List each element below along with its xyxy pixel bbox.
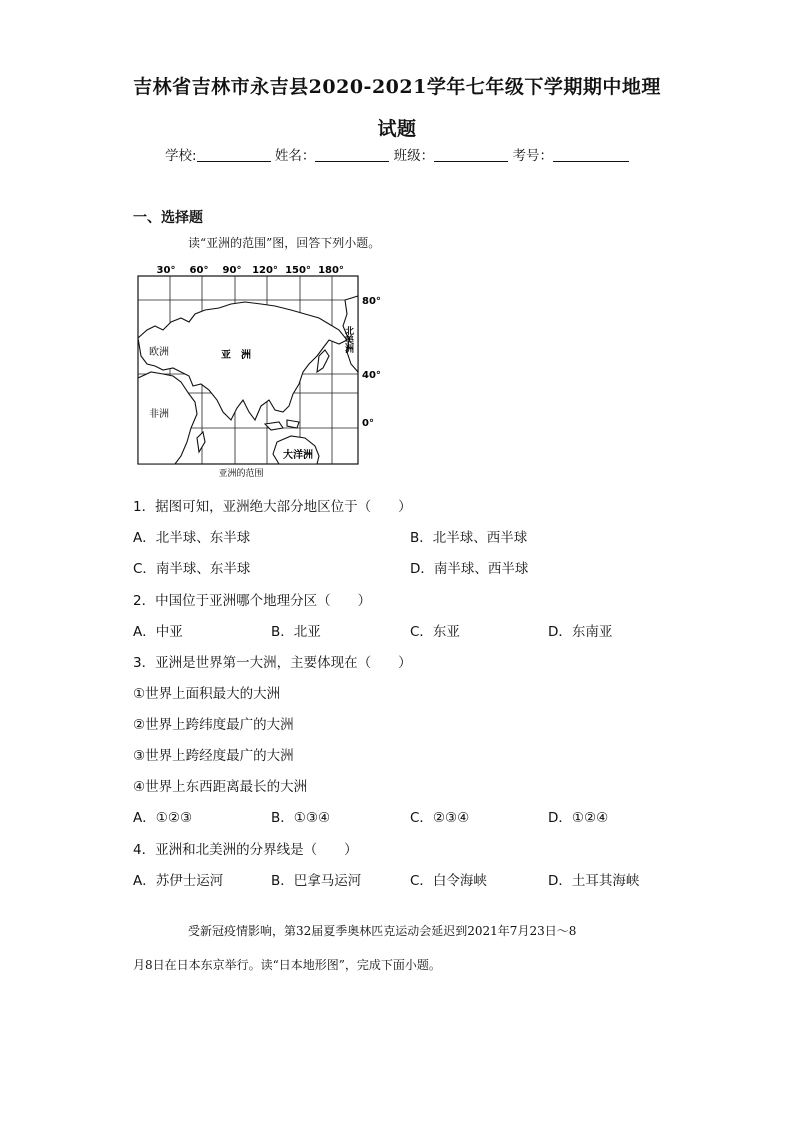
passage-line-2: 月8日在日本东京举行。读“日本地形图”，完成下面小题。	[133, 958, 441, 972]
school-label: 学校:	[165, 148, 197, 164]
q4-option-c[interactable]: C．白令海峡	[410, 873, 487, 889]
north-america-label: 北美洲	[343, 326, 353, 353]
lon-label: 90°	[222, 265, 242, 276]
class-label: 班级：	[393, 148, 435, 164]
question-3-stem: 3．亚洲是世界第一大洲，主要体现在（ ）	[133, 655, 412, 671]
passage-line-1: 受新冠疫情影响，第32届夏季奥林匹克运动会延迟到2021年7月23日～8	[188, 924, 577, 938]
asia-map	[133, 260, 383, 480]
q3-option-c[interactable]: C．②③④	[410, 810, 470, 826]
q4-option-b[interactable]: B．巴拿马运河	[271, 873, 362, 889]
page-title-line2: 试题	[377, 118, 417, 140]
lat-label: 0°	[362, 418, 374, 429]
map-caption: 亚洲的范围	[218, 469, 264, 479]
name-blank[interactable]	[315, 147, 389, 162]
q1-option-d[interactable]: D．南半球、西半球	[410, 561, 529, 577]
q4-option-d[interactable]: D．土耳其海峡	[548, 873, 640, 889]
oceania-label: 大洋洲	[283, 450, 313, 461]
student-info-line	[0, 144, 794, 164]
q2-option-a[interactable]: A．中亚	[133, 624, 183, 640]
q4-option-a[interactable]: A．苏伊士运河	[133, 873, 224, 889]
lon-label: 150°	[285, 265, 311, 276]
q3-statement-1: ①世界上面积最大的大洲	[133, 686, 281, 702]
q3-statement-4: ④世界上东西距离最长的大洲	[133, 779, 308, 795]
number-blank[interactable]	[553, 147, 629, 162]
africa-label: 非洲	[149, 409, 169, 420]
q2-option-b[interactable]: B．北亚	[271, 624, 321, 640]
lon-label: 30°	[156, 265, 176, 276]
europe-label: 欧洲	[149, 347, 169, 358]
section-heading: 一、选择题	[133, 210, 203, 226]
q3-statement-3: ③世界上跨经度最广的大洲	[133, 748, 294, 764]
lat-label: 80°	[362, 296, 381, 307]
q3-option-a[interactable]: A．①②③	[133, 810, 193, 826]
question-intro: 读“亚洲的范围”图，回答下列小题。	[188, 236, 381, 250]
question-2-stem: 2．中国位于亚洲哪个地理分区（ ）	[133, 593, 372, 609]
lat-label: 40°	[362, 370, 381, 381]
question-1-stem: 1．据图可知，亚洲绝大部分地区位于（ ）	[133, 499, 412, 515]
q3-statement-2: ②世界上跨纬度最广的大洲	[133, 717, 294, 733]
class-blank[interactable]	[434, 147, 508, 162]
q2-option-d[interactable]: D．东南亚	[548, 624, 613, 640]
asia-label: 亚 洲	[221, 350, 251, 361]
lon-label: 60°	[189, 265, 209, 276]
q1-option-c[interactable]: C．南半球、东半球	[133, 561, 251, 577]
school-blank[interactable]	[197, 147, 271, 162]
q1-option-a[interactable]: A．北半球、东半球	[133, 530, 251, 546]
question-4-stem: 4．亚洲和北美洲的分界线是（ ）	[133, 842, 358, 858]
q1-option-b[interactable]: B．北半球、西半球	[410, 530, 528, 546]
q3-option-d[interactable]: D．①②④	[548, 810, 609, 826]
name-label: 姓名：	[274, 148, 316, 164]
lon-label: 180°	[318, 265, 344, 276]
number-label: 考号：	[512, 148, 553, 164]
lon-label: 120°	[252, 265, 278, 276]
page-title: 吉林省吉林市永吉县2020-2021学年七年级下学期期中地理	[133, 76, 661, 98]
q2-option-c[interactable]: C．东亚	[410, 624, 460, 640]
q3-option-b[interactable]: B．①③④	[271, 810, 331, 826]
